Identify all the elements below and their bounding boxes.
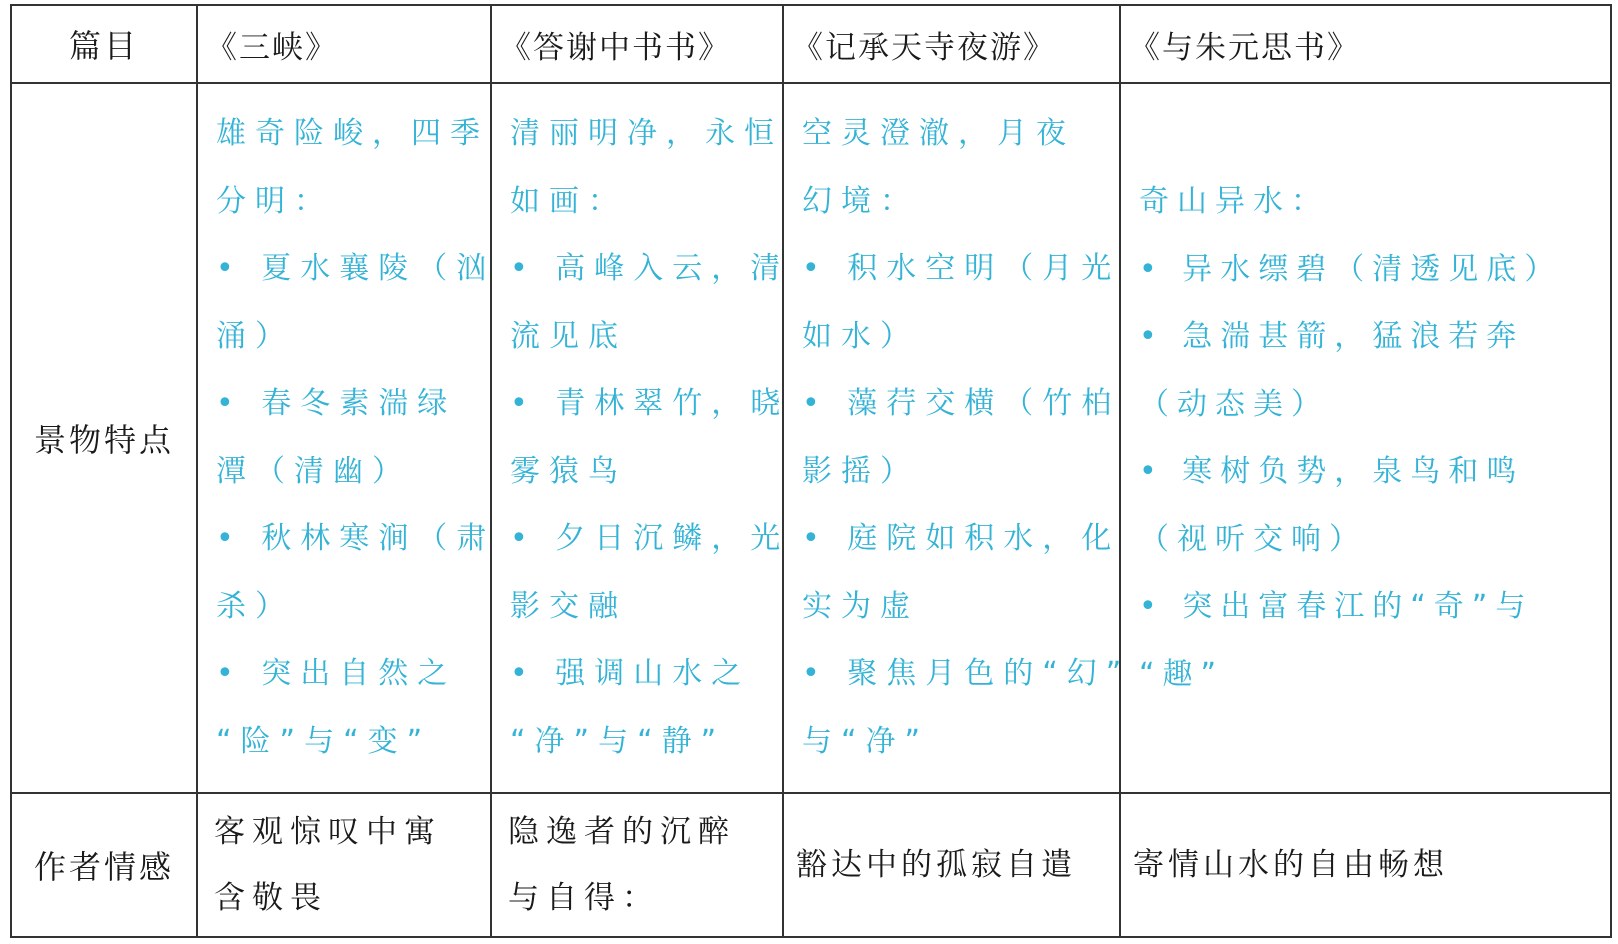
emotion-line: 寄情山水的自由畅想 — [1133, 847, 1448, 883]
handwritten-line: 涌） — [216, 318, 294, 354]
features-cell — [491, 83, 790, 793]
handwritten-line: 清丽明净，永恒 — [510, 116, 783, 151]
handwritten-line: • 突出富春江的“奇”与 — [1139, 589, 1534, 624]
emotion-cell — [1120, 793, 1611, 937]
handwritten-line: 幻境： — [802, 183, 919, 219]
emotion-line: 与自得： — [508, 880, 660, 916]
handwritten-line: 雄奇险峻，四季 — [216, 116, 489, 151]
handwritten-line: 潭（清幽） — [216, 453, 411, 489]
emotion-line: 含敬畏 — [214, 880, 328, 916]
handwritten-line: • 急湍甚箭，猛浪若奔 — [1139, 319, 1525, 354]
handwritten-line: • 春冬素湍绿 — [216, 386, 457, 421]
features-cell — [1120, 83, 1611, 793]
emotion-cell — [491, 793, 783, 937]
handwritten-line: 如画： — [510, 183, 627, 219]
handwritten-line: • 寒树负势，泉鸟和鸣 — [1139, 454, 1525, 489]
work-title: 《答谢中书书》 — [491, 5, 783, 83]
emotion-line: 客观惊叹中寓 — [214, 814, 442, 850]
emotion-cell — [783, 793, 1120, 937]
handwritten-line: • 庭院如积水，化 — [802, 521, 1121, 556]
features-row — [11, 83, 1611, 793]
row-label-features: 景物特点 — [11, 83, 197, 793]
work-title: 《三峡》 — [197, 5, 491, 83]
handwritten-line: • 秋林寒涧（肃 — [216, 521, 496, 556]
handwritten-line: （动态美） — [1139, 386, 1329, 422]
handwritten-line: 影交融 — [510, 588, 627, 624]
emotion-row — [11, 793, 1611, 937]
comparison-table-sheet — [10, 4, 1610, 936]
handwritten-line: “险”与“变” — [216, 723, 432, 759]
row-label-title: 篇目 — [11, 5, 197, 83]
handwritten-line: 如水） — [802, 318, 919, 354]
handwritten-line: • 聚焦月色的“幻” — [802, 656, 1131, 691]
comparison-table — [10, 4, 1612, 938]
handwritten-line: 奇山异水： — [1139, 184, 1329, 219]
handwritten-line: • 夏水襄陵（汹 — [216, 251, 496, 286]
handwritten-line: 分明： — [216, 183, 333, 219]
row-label-emotion: 作者情感 — [11, 793, 197, 937]
handwritten-line: 影摇） — [802, 453, 919, 489]
handwritten-line: • 高峰入云，清 — [510, 251, 790, 286]
handwritten-line: 杀） — [216, 588, 294, 624]
handwritten-line: • 藻荇交横（竹柏 — [802, 386, 1121, 421]
handwritten-line: • 积水空明（月光 — [802, 251, 1121, 286]
emotion-cell — [197, 793, 491, 937]
handwritten-line: “趣” — [1139, 656, 1225, 692]
work-title: 《与朱元思书》 — [1120, 5, 1611, 83]
handwritten-line: • 突出自然之 — [216, 656, 457, 691]
features-cell — [197, 83, 496, 793]
handwritten-line: 与“净” — [802, 723, 930, 759]
emotion-line: 隐逸者的沉醉 — [508, 814, 736, 850]
emotion-line: 豁达中的孤寂自遣 — [796, 847, 1076, 883]
handwritten-line: • 青林翠竹，晓 — [510, 386, 790, 421]
work-title: 《记承天寺夜游》 — [783, 5, 1120, 83]
handwritten-line: • 异水缥碧（清透见底） — [1139, 251, 1563, 287]
handwritten-line: 雾猿鸟 — [510, 453, 627, 489]
handwritten-line: 实为虚 — [802, 588, 919, 624]
handwritten-line: • 夕日沉鳞，光 — [510, 521, 790, 556]
handwritten-line: 流见底 — [510, 318, 627, 354]
features-cell — [783, 83, 1131, 793]
handwritten-line: 空灵澄澈，月夜 — [802, 116, 1075, 151]
header-row — [11, 5, 1611, 83]
handwritten-line: • 强调山水之 — [510, 656, 751, 691]
handwritten-line: （视听交响） — [1139, 521, 1367, 557]
handwritten-line: “净”与“静” — [510, 723, 726, 759]
